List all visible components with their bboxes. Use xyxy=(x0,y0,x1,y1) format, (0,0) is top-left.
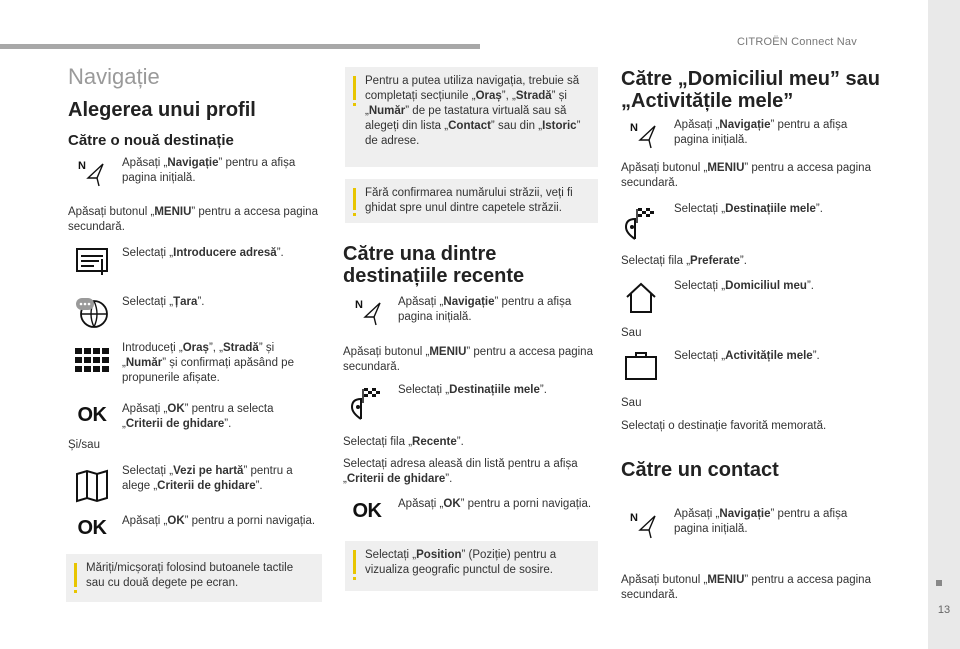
step-press-navigation: Apăsați „Navigație” pentru a afișa pagina inițială. xyxy=(122,157,296,184)
navigation-arrow-icon xyxy=(628,120,658,150)
step-press-menu: Apăsați butonul „MENIU” pentru a accesa pagina secundară. xyxy=(343,346,593,373)
step-select-my-destinations: Selectați „Destinațiile mele”. xyxy=(398,384,547,396)
ok-icon: OK xyxy=(77,403,107,426)
step-ok-start-navigation: Apăsați „OK” pentru a porni navigația. xyxy=(398,498,592,510)
navigation-arrow-icon xyxy=(76,158,106,188)
top-rule xyxy=(0,44,480,49)
heading-profile: Alegerea unui profil xyxy=(68,99,256,121)
step-select-address: Selectați adresa aleasă din listă pentru a afișa „Criterii de ghidare”. xyxy=(343,458,578,485)
step-select-address: Selectați „Introducere adresă”. xyxy=(122,247,284,259)
brand-label: CITROËN Connect Nav xyxy=(737,36,857,48)
step-press-menu: Apăsați butonul „MENIU” pentru a accesa pagina secundară. xyxy=(621,162,871,189)
heading-home-activities: Către „Domiciliul meu” sau „Activitățile mele” xyxy=(621,68,880,112)
subheading-new-destination: Către o nouă destinație xyxy=(68,132,234,149)
note-street-number: Fără confirmarea numărului străzii, veți fi ghidat spre unul dintre capetele străzii. xyxy=(345,179,598,223)
step-enter-city-street-number: Introduceți „Oraș”, „Stradă” și „Număr” și confirmați apăsând pe propunerile afișate. xyxy=(122,342,294,384)
navigation-arrow-icon xyxy=(628,510,658,540)
step-press-navigation: Apăsați „Navigație” pentru a afișa pagina inițială. xyxy=(674,508,848,535)
flag-pin-icon xyxy=(623,205,659,241)
step-select-recent-tab: Selectați fila „Recente”. xyxy=(343,436,464,448)
briefcase-icon xyxy=(623,349,659,381)
step-press-navigation: Apăsați „Navigație” pentru a afișa pagina inițială. xyxy=(674,119,848,146)
step-select-my-destinations: Selectați „Destinațiile mele”. xyxy=(674,203,823,215)
step-press-menu: Apăsați butonul „MENIU” pentru a accesa pagina secundară. xyxy=(68,206,318,233)
heading-recent-destinations: Către una dintre destinațiile recente xyxy=(343,243,525,287)
continue-marker xyxy=(936,580,942,586)
svg-text:N: N xyxy=(78,160,86,172)
navigation-arrow-icon xyxy=(353,297,383,327)
step-select-favorite: Selectați o destinație favorită memorată. xyxy=(621,420,827,432)
address-entry-icon xyxy=(74,245,110,277)
step-press-menu: Apăsați butonul „MENIU” pentru a accesa pagina secundară. xyxy=(621,574,871,601)
svg-text:N: N xyxy=(630,512,638,524)
country-globe-icon xyxy=(74,294,110,330)
step-select-my-activities: Selectați „Activitățile mele”. xyxy=(674,350,820,362)
heading-contact: Către un contact xyxy=(621,459,779,481)
page-number: 13 xyxy=(937,604,951,616)
step-select-country: Selectați „Țara”. xyxy=(122,296,205,308)
side-band xyxy=(928,0,960,649)
section-title: Navigație xyxy=(68,64,160,89)
ok-icon: OK xyxy=(77,516,107,539)
step-select-favorites-tab: Selectați fila „Preferate”. xyxy=(621,255,747,267)
ok-icon: OK xyxy=(352,499,382,522)
note-zoom: Măriți/micșorați folosind butoanele tactile sau cu două degete pe ecran. xyxy=(66,554,322,602)
map-icon xyxy=(74,468,110,504)
keypad-icon xyxy=(74,346,110,374)
step-ok-criteria: Apăsați „OK” pentru a selecta „Criterii de ghidare”. xyxy=(122,403,274,430)
step-select-my-home: Selectați „Domiciliul meu”. xyxy=(674,280,814,292)
home-icon xyxy=(623,280,659,316)
step-ok-start-navigation: Apăsați „OK” pentru a porni navigația. xyxy=(122,515,316,527)
svg-text:N: N xyxy=(630,122,638,134)
note-position: Selectați „Position” (Poziție) pentru a vizualiza geografic punctul de sosire. xyxy=(345,541,598,591)
flag-pin-icon xyxy=(349,385,385,421)
svg-text:N: N xyxy=(355,299,363,311)
step-view-on-map: Selectați „Vezi pe hartă” pentru a alege „Criterii de ghidare”. xyxy=(122,465,293,492)
or-text: Sau xyxy=(621,327,642,339)
step-press-navigation: Apăsați „Navigație” pentru a afișa pagina inițială. xyxy=(398,296,572,323)
or-text: Sau xyxy=(621,397,642,409)
or-text: Și/sau xyxy=(68,439,100,451)
note-fill-sections: Pentru a putea utiliza navigația, trebuie să completați secțiunile „Oraș”, „Stradă” și „Număr” de pe tastatura virtuală sau să alegeți din lista „Contact” sau din „Istoric” de adrese. xyxy=(345,67,598,167)
